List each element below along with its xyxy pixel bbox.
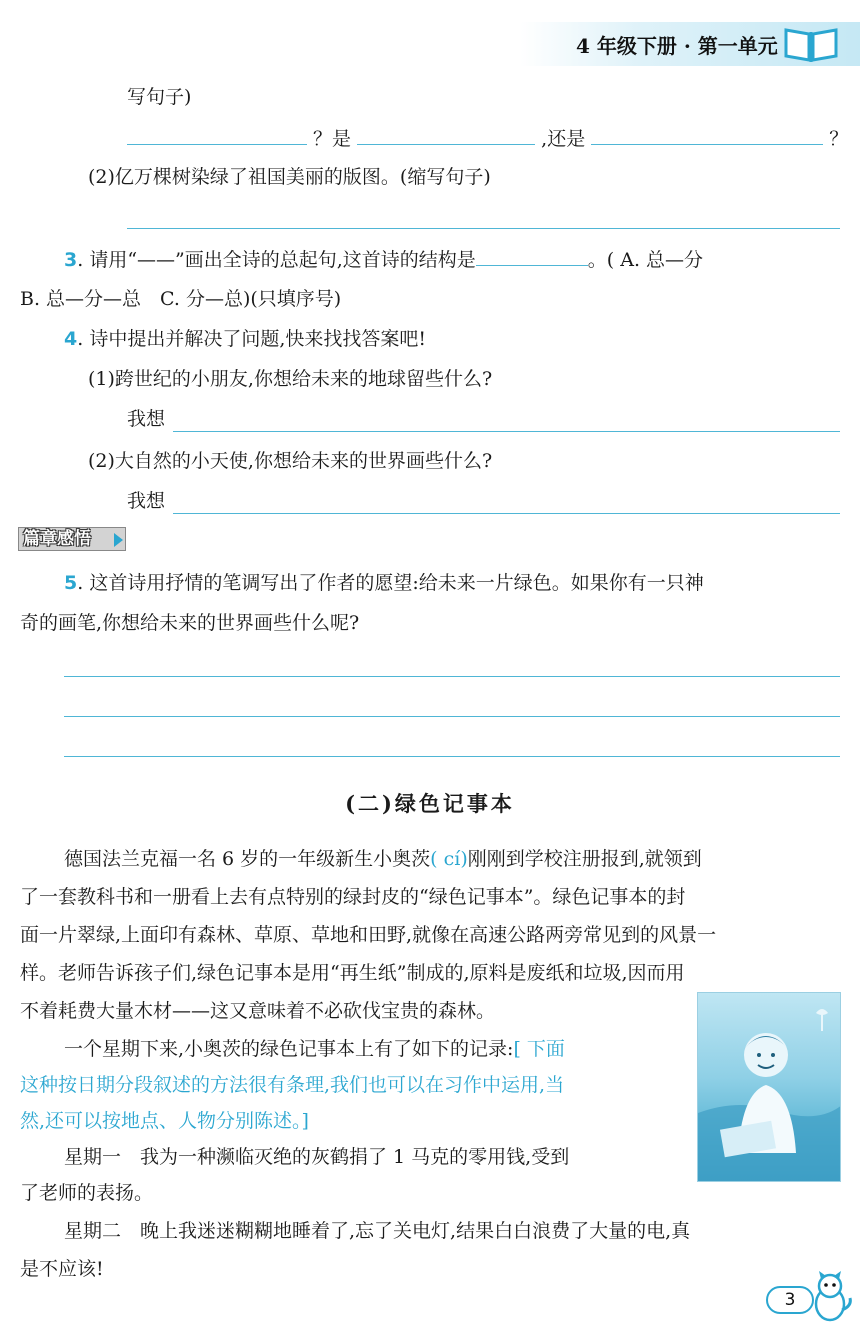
passage-p4-line2: 是不应该! [20, 1258, 104, 1280]
header-title: 4 年级下册 · 第一单元 [576, 34, 778, 58]
p2-note-start: [ 下面 [513, 1038, 565, 1060]
q2-item2: (2)亿万棵树染绿了祖国美丽的版图。(缩写句子) [88, 166, 491, 188]
q3-text-b: 。( A. 总—分 [587, 249, 704, 271]
q5-line1 [64, 570, 704, 596]
p1-text-a: 德国法兰克福一名 6 岁的一年级新生小奥茨 [64, 848, 431, 870]
passage-p1-line2: 了一套教科书和一册看上去有点特别的绿封皮的“绿色记事本”。绿色记事本的封 [20, 886, 686, 908]
q3-text-a: . 请用“——”画出全诗的总起句,这首诗的结构是 [77, 249, 476, 271]
q3-line1 [64, 245, 703, 273]
q3-blank[interactable] [476, 245, 588, 266]
passage-p3-line1: 星期一 我为一种濒临灭绝的灰鹤捐了 1 马克的零用钱,受到 [64, 1146, 570, 1168]
passage-p1-line4: 样。老师告诉孩子们,绿色记事本是用“再生纸”制成的,原料是废纸和垃圾,因而用 [20, 962, 685, 984]
arrow-right-icon [114, 533, 123, 547]
pinyin-note: ( cí) [430, 848, 468, 870]
boy-reading-photo [697, 992, 841, 1182]
answer-line-q5-2[interactable] [64, 716, 840, 717]
blank-2[interactable] [357, 124, 535, 145]
blank-end: ？ [829, 128, 849, 150]
p1-text-b: 刚刚到学校注册报到,就领到 [467, 848, 702, 870]
p2-text: 一个星期下来,小奥茨的绿色记事本上有了如下的记录: [64, 1038, 514, 1060]
passage-p3-line2: 了老师的表扬。 [20, 1182, 154, 1204]
q4-item2: (2)大自然的小天使,你想给未来的世界画些什么? [88, 450, 493, 472]
passage-p4-line1: 星期二 晚上我迷迷糊糊地睡着了,忘了关电灯,结果白白浪费了大量的电,真 [64, 1220, 691, 1242]
answer-line-q4-2[interactable] [173, 513, 840, 514]
q4-line [64, 326, 426, 352]
blank-sep-2: ,还是 [541, 128, 586, 150]
q2-cont-text: 写句子) [127, 86, 192, 108]
open-book-icon [782, 24, 840, 64]
q5-text: . 这首诗用抒情的笔调写出了作者的愿望:给未来一片绿色。如果你有一只神 [77, 572, 704, 594]
q5-number: 5 [64, 572, 78, 594]
page-number: 3 [784, 1290, 796, 1310]
q4-text: . 诗中提出并解决了问题,快来找找答案吧! [77, 328, 426, 350]
passage-p2-note-line2: 这种按日期分段叙述的方法很有条理,我们也可以在习作中运用,当 [20, 1074, 565, 1096]
section-tag-label: 篇章感悟 [23, 529, 91, 549]
blank-3[interactable] [591, 124, 823, 145]
q4-answer1-prefix: 我想 [127, 408, 166, 430]
passage-title: (二)绿色记事本 [345, 791, 515, 816]
answer-line-q5-3[interactable] [64, 756, 840, 757]
blank-1[interactable] [127, 124, 307, 145]
blank-sep-1: ？是 [313, 128, 352, 150]
answer-line-q2-2[interactable] [127, 228, 840, 229]
q5-line2: 奇的画笔,你想给未来的世界画些什么呢? [20, 612, 360, 634]
q2-item1-blanks [127, 124, 848, 152]
passage-p1-line5: 不着耗费大量木材——这又意味着不必砍伐宝贵的森林。 [20, 1000, 496, 1022]
photo-illustration [698, 993, 841, 1182]
q3-number: 3 [64, 249, 78, 271]
passage-p2-line1 [64, 1036, 565, 1062]
answer-line-q5-1[interactable] [64, 676, 840, 677]
q3-line2: B. 总—分—总 C. 分—总)(只填序号) [20, 288, 342, 310]
passage-p2-note-line3: 然,还可以按地点、人物分别陈述。] [20, 1110, 309, 1132]
section-tag [18, 527, 126, 551]
cat-mascot-icon [804, 1270, 854, 1326]
answer-line-q4-1[interactable] [173, 431, 840, 432]
passage-p1-line1 [64, 846, 702, 872]
passage-p1-line3: 面一片翠绿,上面印有森林、草原、草地和田野,就像在高速公路两旁常见到的风景一 [20, 924, 717, 946]
q4-item1: (1)跨世纪的小朋友,你想给未来的地球留些什么? [88, 368, 493, 390]
q4-number: 4 [64, 328, 78, 350]
q4-answer2-prefix: 我想 [127, 490, 166, 512]
